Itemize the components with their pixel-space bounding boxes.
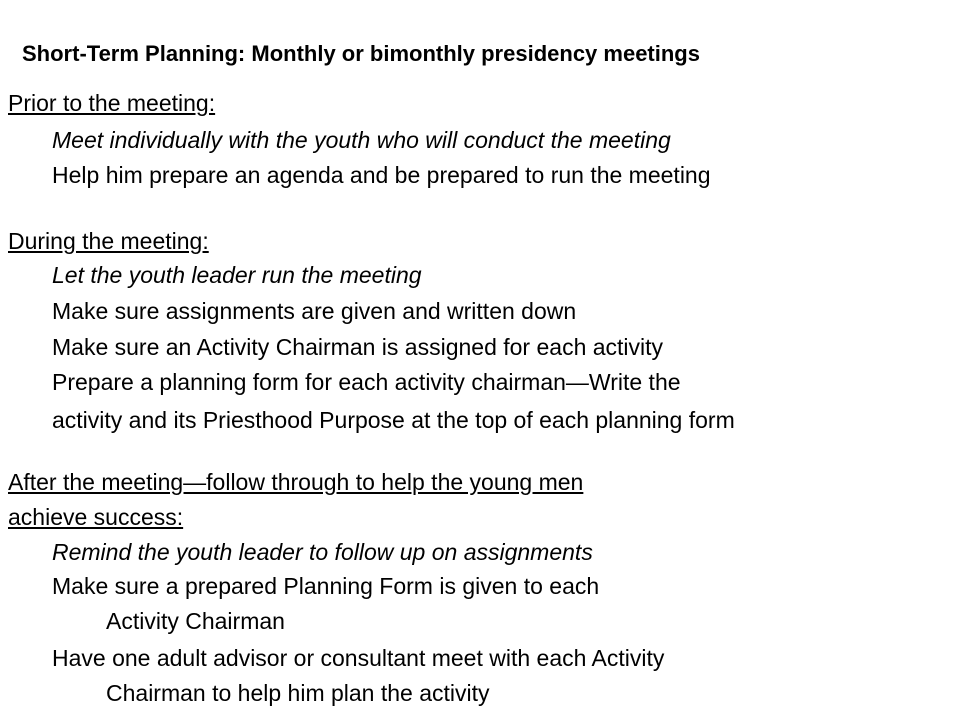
list-item: Help him prepare an agenda and be prepared to run the meeting [52, 162, 711, 188]
list-item: Make sure an Activity Chairman is assigned for each activity [52, 334, 664, 360]
list-item: Let the youth leader run the meeting [52, 262, 422, 288]
list-item: Have one adult advisor or consultant meet with each Activity [52, 645, 665, 671]
list-item: Remind the youth leader to follow up on assignments [52, 539, 593, 565]
slide-title: Short-Term Planning: Monthly or bimonthly presidency meetings [22, 41, 700, 66]
list-item-continued: Chairman to help him plan the activity [106, 680, 490, 706]
section-heading-after-continued: achieve success: [8, 504, 184, 530]
list-item: Meet individually with the youth who will conduct the meeting [52, 127, 671, 153]
section-heading-prior: Prior to the meeting: [8, 90, 216, 116]
section-heading-during: During the meeting: [8, 228, 209, 254]
list-item-continued: Activity Chairman [106, 608, 285, 634]
list-item: Make sure a prepared Planning Form is given to each [52, 573, 600, 599]
list-item: Make sure assignments are given and written down [52, 298, 577, 324]
list-item: Prepare a planning form for each activity chairman—Write the [52, 369, 681, 395]
section-heading-after: After the meeting—follow through to help the young men [8, 469, 584, 495]
list-item: activity and its Priesthood Purpose at the top of each planning form [52, 407, 735, 433]
